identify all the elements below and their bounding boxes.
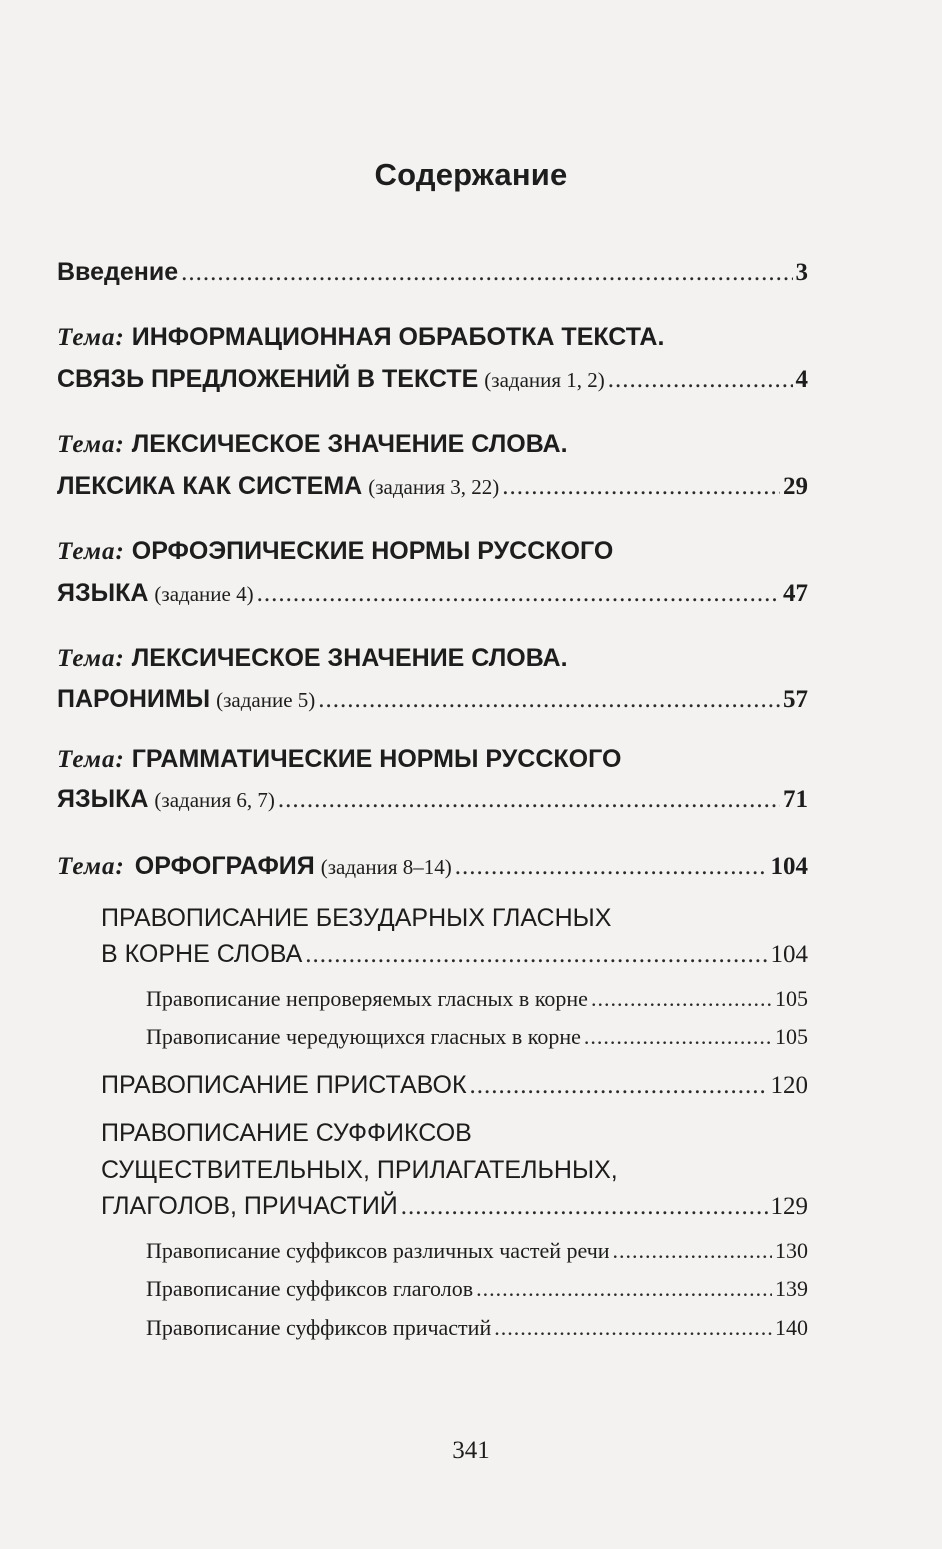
- tasks-note: (задания 8–14): [320, 855, 452, 879]
- subsection-title: Правописание непроверяемых гласных в корне: [146, 986, 588, 1011]
- leader-dots: [476, 1276, 772, 1302]
- entry-page: 104: [770, 853, 808, 880]
- toc-entry-subsection[interactable]: [146, 986, 808, 1012]
- entry-title: Введение: [57, 258, 179, 286]
- leader-dots: [591, 986, 772, 1012]
- section-title-line: ПРАВОПИСАНИЕ БЕЗУДАРНЫХ ГЛАСНЫХ: [101, 904, 612, 932]
- theme-label: Тема:: [57, 853, 125, 880]
- toc-entry-section[interactable]: [101, 940, 808, 969]
- toc-entry-topic[interactable]: [57, 579, 808, 608]
- toc-entry-topic[interactable]: [57, 785, 808, 814]
- toc-entry-topic[interactable]: [57, 472, 808, 501]
- topic-title: СВЯЗЬ ПРЕДЛОЖЕНИЙ В ТЕКСТЕ: [57, 365, 479, 393]
- entry-page: 104: [770, 941, 808, 968]
- toc-entry-subsection[interactable]: [146, 1276, 808, 1302]
- topic-heading-line: [57, 537, 613, 566]
- topic-title: ЯЗЫКА: [57, 785, 149, 813]
- section-title: ПРАВОПИСАНИЕ ПРИСТАВОК: [101, 1071, 467, 1099]
- section-title: ГЛАГОЛОВ, ПРИЧАСТИЙ: [101, 1192, 398, 1220]
- entry-page: 129: [770, 1193, 808, 1220]
- section-title-line: ПРАВОПИСАНИЕ СУФФИКСОВ: [101, 1119, 472, 1147]
- leader-dots: [502, 473, 780, 501]
- entry-page: 4: [795, 366, 808, 393]
- theme-label: Тема:: [57, 746, 125, 773]
- topic-heading-line: [57, 430, 568, 459]
- topic-heading-line: [57, 644, 568, 673]
- topic-title: ОРФОЭПИЧЕСКИЕ НОРМЫ РУССКОГО: [131, 537, 614, 565]
- leader-dots: [455, 853, 768, 881]
- toc-entry-intro[interactable]: [57, 258, 808, 287]
- topic-title: ОРФОГРАФИЯ: [134, 852, 315, 880]
- toc-entry-subsection[interactable]: [146, 1238, 808, 1264]
- topic-heading-line: [57, 745, 621, 774]
- theme-label: Тема:: [57, 324, 125, 351]
- subsection-title: Правописание суффиксов глаголов: [146, 1276, 474, 1301]
- subsection-title: Правописание суффиксов причастий: [146, 1315, 492, 1340]
- topic-title: ИНФОРМАЦИОННАЯ ОБРАБОТКА ТЕКСТА.: [131, 323, 665, 351]
- entry-page: 47: [783, 580, 808, 607]
- toc-entry-topic[interactable]: [57, 685, 808, 714]
- tasks-note: (задания 1, 2): [484, 368, 605, 392]
- leader-dots: [613, 1238, 772, 1264]
- topic-title: ПАРОНИМЫ: [57, 685, 211, 713]
- leader-dots: [257, 580, 780, 608]
- leader-dots: [608, 366, 793, 394]
- section-title-line: СУЩЕСТВИТЕЛЬНЫХ, ПРИЛАГАТЕЛЬНЫХ,: [101, 1156, 618, 1184]
- theme-label: Тема:: [57, 538, 125, 565]
- entry-page: 139: [775, 1276, 808, 1301]
- entry-page: 3: [795, 259, 808, 286]
- topic-title: ЛЕКСИКА КАК СИСТЕМА: [57, 472, 363, 500]
- section-title: В КОРНЕ СЛОВА: [101, 940, 303, 968]
- entry-page: 105: [775, 1024, 808, 1049]
- toc-entry-section[interactable]: [101, 1071, 808, 1100]
- entry-page: 29: [783, 473, 808, 500]
- leader-dots: [401, 1193, 768, 1221]
- toc-entry-topic[interactable]: [57, 852, 808, 881]
- entry-page: 57: [783, 686, 808, 713]
- subsection-title: Правописание чередующихся гласных в корне: [146, 1024, 581, 1049]
- tasks-note: (задания 6, 7): [154, 788, 275, 812]
- entry-page: 105: [775, 986, 808, 1011]
- topic-title: ГРАММАТИЧЕСКИЕ НОРМЫ РУССКОГО: [131, 745, 622, 773]
- tasks-note: (задание 5): [216, 688, 316, 712]
- topic-heading-line: [57, 323, 664, 352]
- toc-entry-topic[interactable]: [57, 365, 808, 394]
- leader-dots: [305, 941, 767, 969]
- leader-dots: [318, 686, 780, 714]
- leader-dots: [584, 1024, 772, 1050]
- tasks-note: (задание 4): [154, 582, 254, 606]
- entry-page: 130: [775, 1238, 808, 1263]
- toc-entry-section[interactable]: [101, 1192, 808, 1221]
- leader-dots: [181, 259, 792, 287]
- topic-title: ЯЗЫКА: [57, 579, 149, 607]
- subsection-title: Правописание суффиксов различных частей речи: [146, 1238, 610, 1263]
- theme-label: Тема:: [57, 645, 125, 672]
- toc-heading: Содержание: [374, 157, 568, 192]
- entry-page: 120: [770, 1072, 808, 1099]
- toc-entry-subsection[interactable]: [146, 1315, 808, 1341]
- leader-dots: [470, 1072, 768, 1100]
- entry-page: 71: [783, 786, 808, 813]
- tasks-note: (задания 3, 22): [368, 475, 500, 499]
- toc-entry-subsection[interactable]: [146, 1024, 808, 1050]
- leader-dots: [278, 786, 780, 814]
- theme-label: Тема:: [57, 431, 125, 458]
- entry-page: 140: [775, 1315, 808, 1340]
- page-number: 341: [452, 1437, 490, 1464]
- topic-title: ЛЕКСИЧЕСКОЕ ЗНАЧЕНИЕ СЛОВА.: [131, 430, 568, 458]
- topic-title: ЛЕКСИЧЕСКОЕ ЗНАЧЕНИЕ СЛОВА.: [131, 644, 568, 672]
- leader-dots: [494, 1315, 772, 1341]
